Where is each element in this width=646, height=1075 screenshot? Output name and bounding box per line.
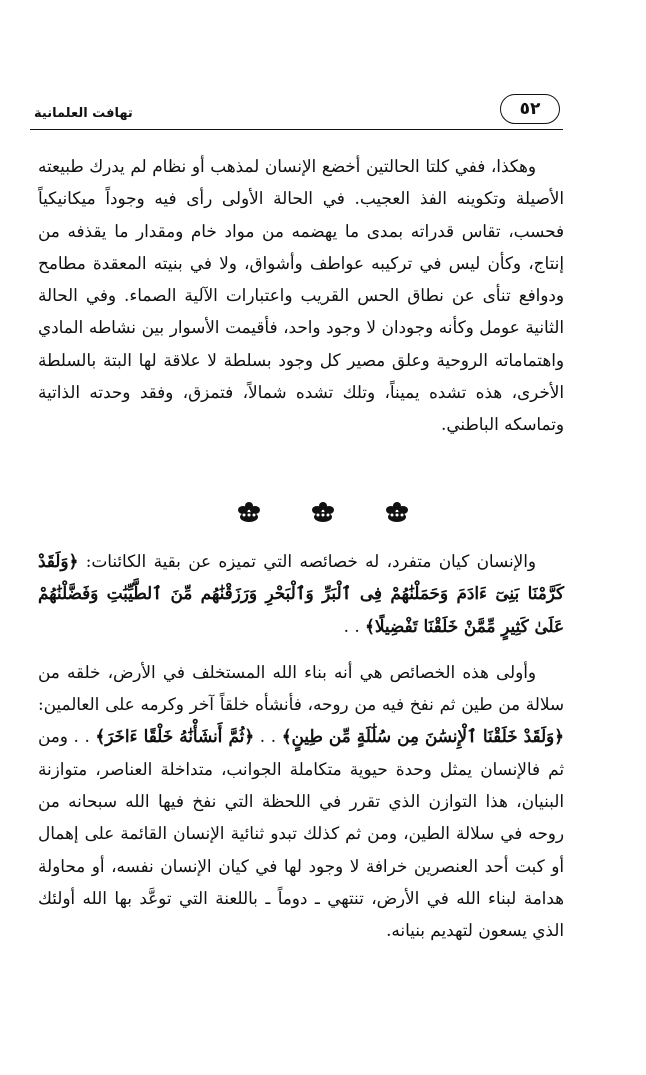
ornament-icon [309,500,337,526]
page-body-lower [38,545,564,947]
paragraph-2-intro: والإنسان كيان متفرد، له خصائصه التي تميزه عن بقية الكائنات: [78,551,536,571]
paragraph-3-rest: . . ومن ثم فالإنسان يمثل وحدة حيوية متكاملة الجوانب، متداخلة العناصر، متوازنة البنيان، هذا التوازن الذي تقرر في اللحظة التي نفخ فيها الله سبحانه من روحه في سلالة الطين، ومن ثم كذلك تبدو ثنائية الإنسان القائمة على إهمال أو كبت أحد العنصرين خرافة لا وجود لها في كيان الإنسان نفسه، أو محاولة هدامة لبناء الله في الأرض، تنتهي ـ دوماً ـ باللعنة التي توعَّد بها الله أولئك الذي يسعون لتهديم بنيانه. [38,726,564,941]
quran-verse: ﴿ثُمَّ أَنشَأْنَٰهُ خَلْقًا ءَاخَرَ﴾ [95,726,255,747]
ornament-icon [383,500,411,526]
quran-verse: ﴿وَلَقَدْ كَرَّمْنَا بَنِىٓ ءَادَمَ وَحَمَلْنَٰهُمْ فِى ٱلْبَرِّ وَٱلْبَحْرِ وَرَزَقْنَٰهُم مِّنَ ٱلطَّيِّبَٰتِ وَفَضَّلْنَٰهُمْ عَلَىٰ كَثِيرٍ مِّمَّنْ خَلَقْنَا تَفْضِيلًا﴾ [38,551,564,636]
paragraph-3 [38,656,564,947]
paragraph-1: وهكذا، ففي كلتا الحالتين أخضع الإنسان لمذهب أو نظام لم يدرك طبيعته الأصيلة وتكوينه الفذ العجيب. في الحالة الأولى رأى فيه وجوداً ميكانيكياً فحسب، تقاس قدراته بمدى ما يهضمه من مواد خام ومقدار ما يقذفه من إنتاج، وكأن ليس في تركيبه عواطف وأشواق، ولا في بنيته المعقدة مطامح ودوافع تنأى عن نطاق الحس القريب واعتبارات الآلية الصماء. وفي الحالة الثانية عومل وكأنه وجودان لا وجود واحد، فأقيمت الأسوار بين نشاطه المادي واهتماماته الروحية وعلق مصير كل وجود بسلطة لا علاقة لها البتة بالسلطة الأخرى، هذه تشده يميناً، وتلك تشده شمالاً، فتمزق، وفقد وحدته الذاتية وتماسكه الباطني. [38,156,564,435]
section-divider [0,500,646,530]
verse-separator: . . [254,726,282,747]
paragraph-3-intro: وأولى هذه الخصائص هي أنه بناء الله المستخلف في الأرض، خلقه من سلالة من طين ثم نفخ فيه من روحه، فأنشأه خلقاً آخر وكرمه على العالمين: [38,661,564,715]
page-body [38,150,564,441]
header-rule [30,129,563,130]
running-header [30,96,563,130]
paragraph-2-end: . . [343,615,366,636]
ornament-icon [235,500,263,526]
quran-verse: ﴿وَلَقَدْ خَلَقْنَا ٱلْإِنسَٰنَ مِن سُلَٰلَةٍ مِّن طِينٍ﴾ [281,726,564,747]
running-title: تهافت العلمانية [34,106,133,121]
paragraph-2 [38,545,564,642]
page-number: ٥٢ [500,94,560,124]
